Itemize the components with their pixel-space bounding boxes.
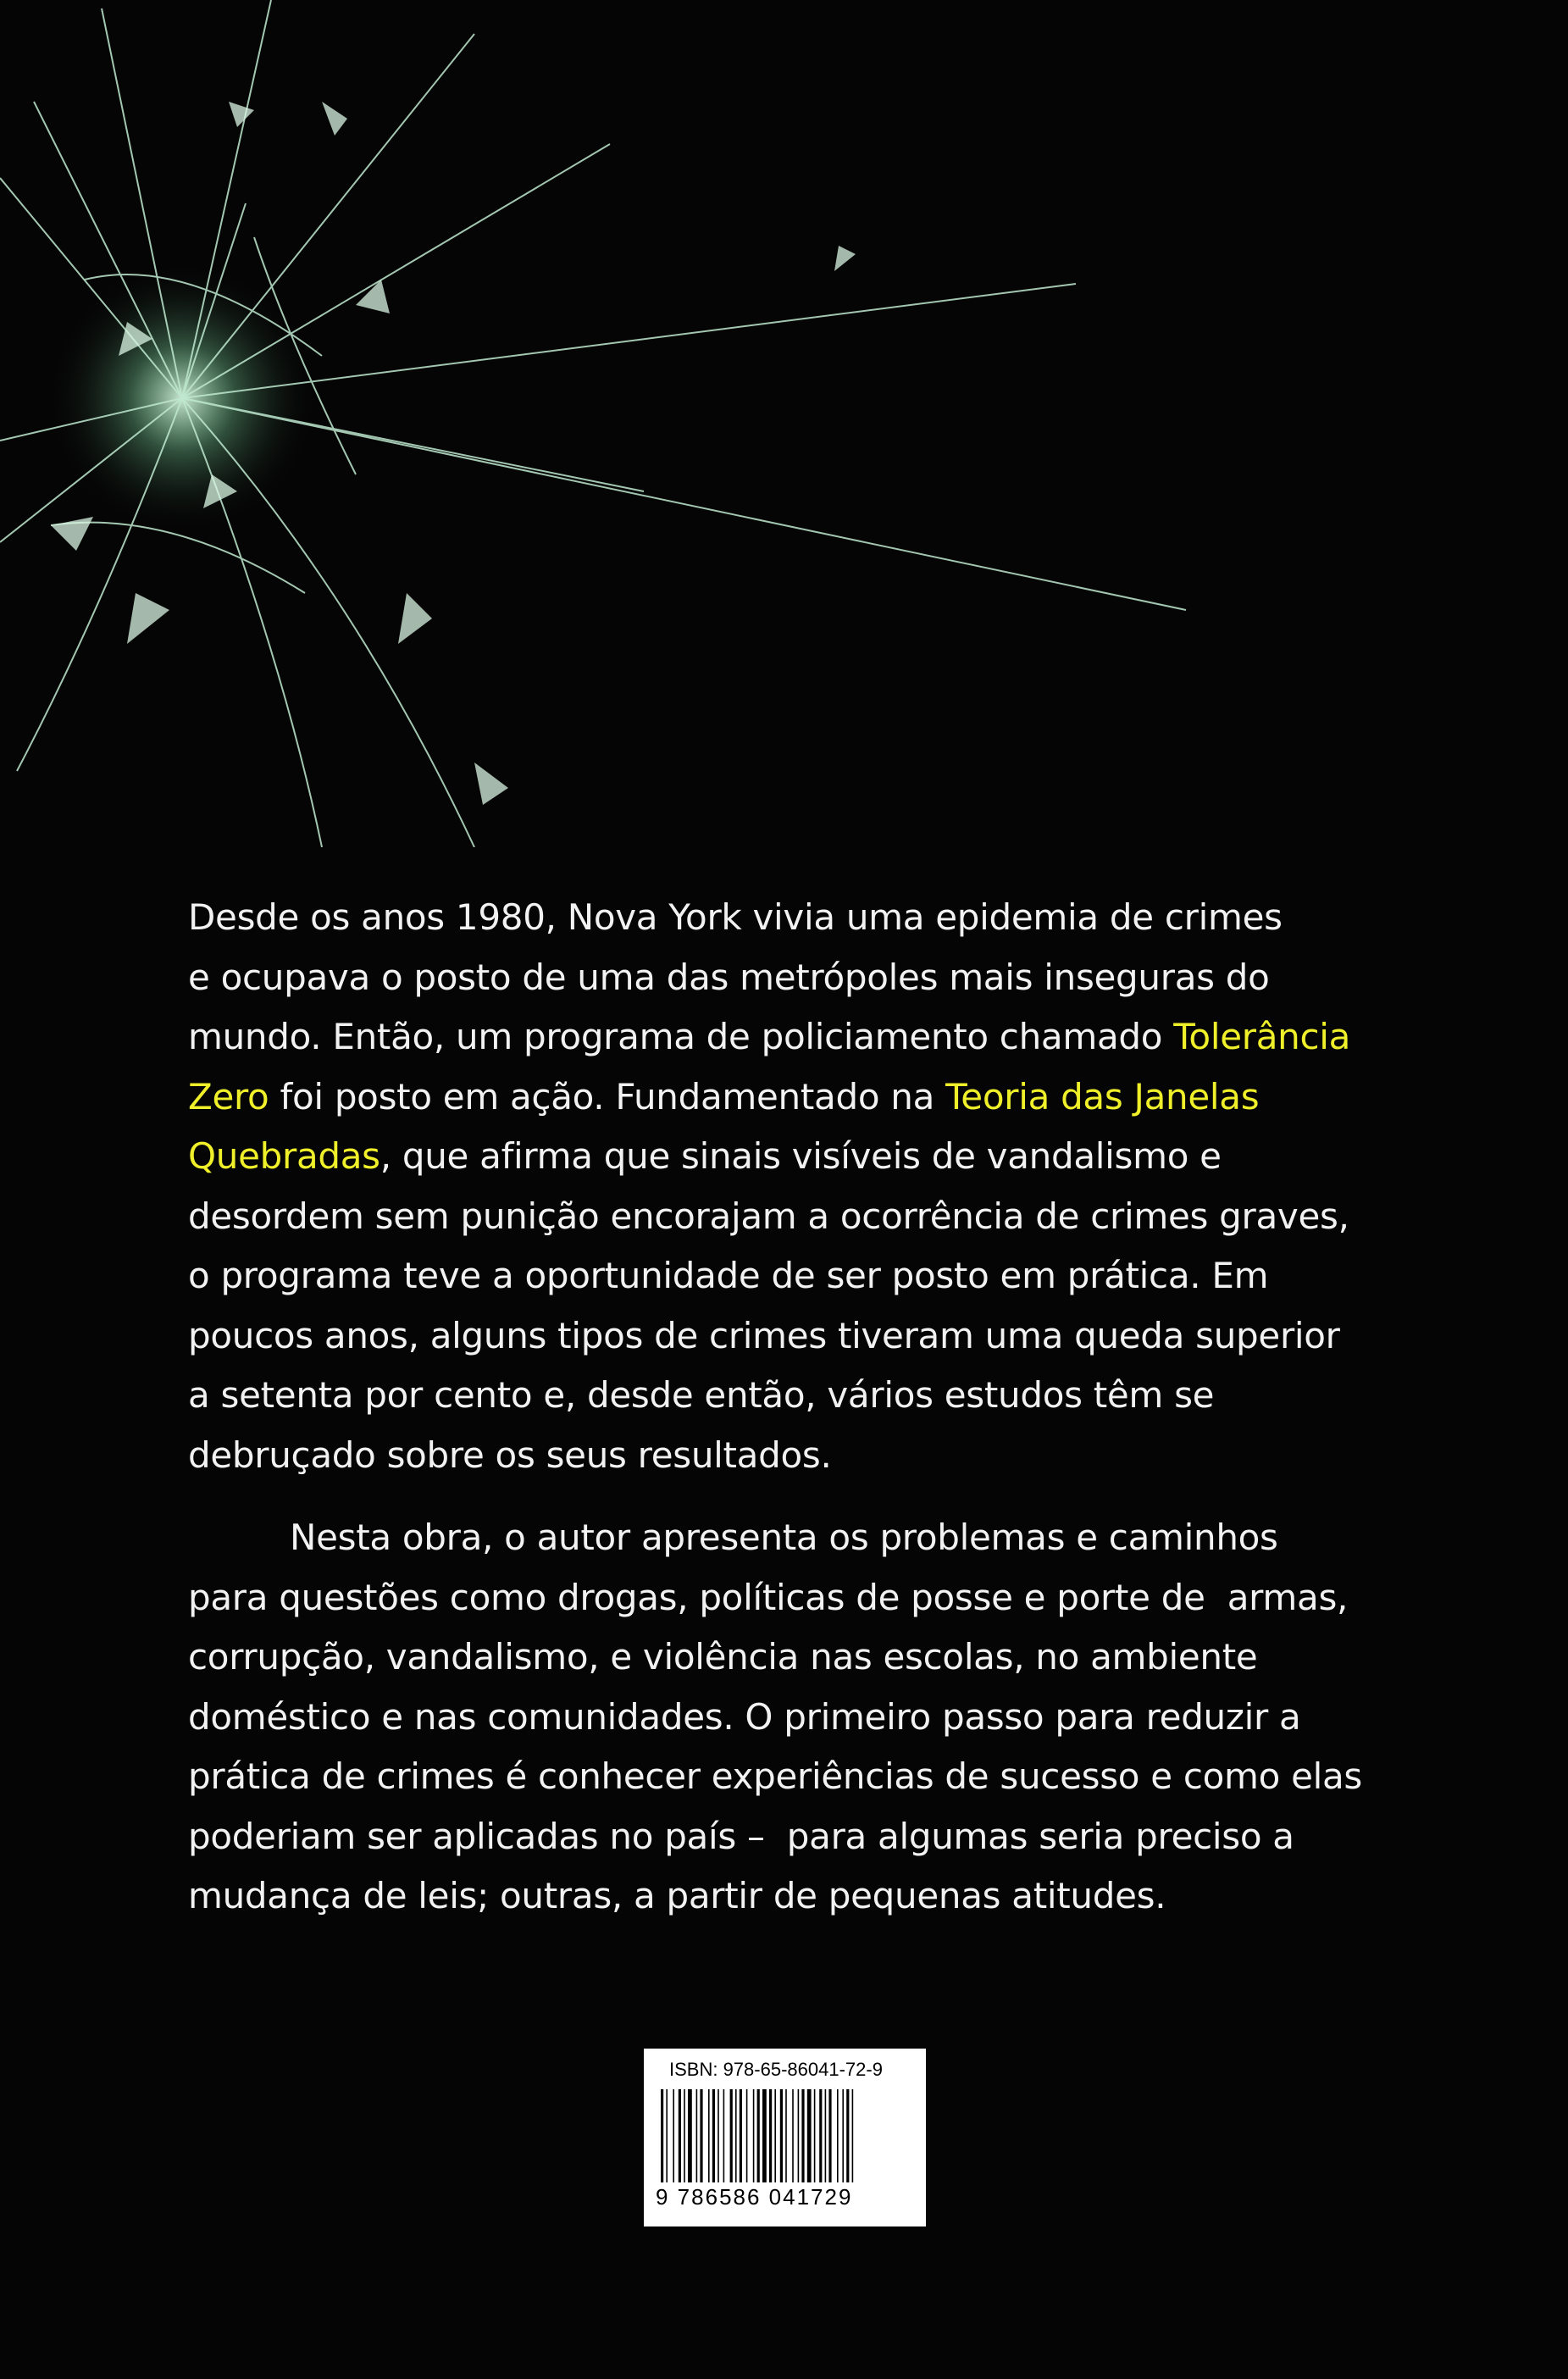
blurb-line: debruçado sobre os seus resultados. [188, 1434, 832, 1476]
blurb-line: e ocupava o posto de uma das metrópoles mais inseguras do [188, 956, 1270, 998]
highlight-tolerancia: Tolerância [1173, 1016, 1351, 1057]
isbn-label: ISBN: 978-65-86041-72-9 [669, 2059, 883, 2080]
blurb-line: doméstico e nas comunidades. O primeiro passo para reduzir a [188, 1695, 1301, 1738]
barcode-digits: 9 786586 041729 [656, 2184, 853, 2210]
highlight-quebradas: Quebradas [188, 1135, 380, 1177]
blurb-line: corrupção, vandalismo, e violência nas escolas, no ambiente [188, 1636, 1258, 1678]
blurb-paragraph-1 [188, 888, 1391, 1485]
barcode [657, 2089, 911, 2182]
blurb-line: poderiam ser aplicadas no país – para algumas seria preciso a [188, 1815, 1294, 1857]
blurb-line: desordem sem punição encorajam a ocorrência de crimes graves, [188, 1195, 1349, 1237]
blurb-line: poucos anos, alguns tipos de crimes tiveram uma queda superior [188, 1314, 1340, 1356]
blurb-line: a setenta por cento e, desde então, vários estudos têm se [188, 1374, 1215, 1416]
shattered-glass-image [0, 0, 1568, 847]
blurb-line: Desde os anos 1980, Nova York vivia uma epidemia de crimes [188, 896, 1283, 938]
blurb-line: o programa teve a oportunidade de ser posto em prática. Em [188, 1255, 1269, 1296]
isbn-barcode-box [644, 2049, 926, 2226]
blurb-line: Nesta obra, o autor apresenta os problemas e caminhos [290, 1517, 1278, 1558]
blurb-line: para questões como drogas, políticas de posse e porte de armas, [188, 1576, 1349, 1618]
blurb-line: mundo. Então, um programa de policiamento chamado Tolerância [188, 1016, 1351, 1057]
blurb-line: prática de crimes é conhecer experiências de sucesso e como elas [188, 1755, 1362, 1797]
highlight-zero: Zero [188, 1075, 269, 1117]
blurb-paragraph-2 [188, 1508, 1391, 1927]
blurb-line: mudança de leis; outras, a partir de pequenas atitudes. [188, 1875, 1166, 1916]
blurb-line: Quebradas, que afirma que sinais visíveis de vandalismo e [188, 1135, 1222, 1177]
blurb-line: Zero foi posto em ação. Fundamentado na Teoria das Janelas [188, 1075, 1260, 1117]
highlight-teoria: Teoria das Janelas [945, 1075, 1260, 1117]
